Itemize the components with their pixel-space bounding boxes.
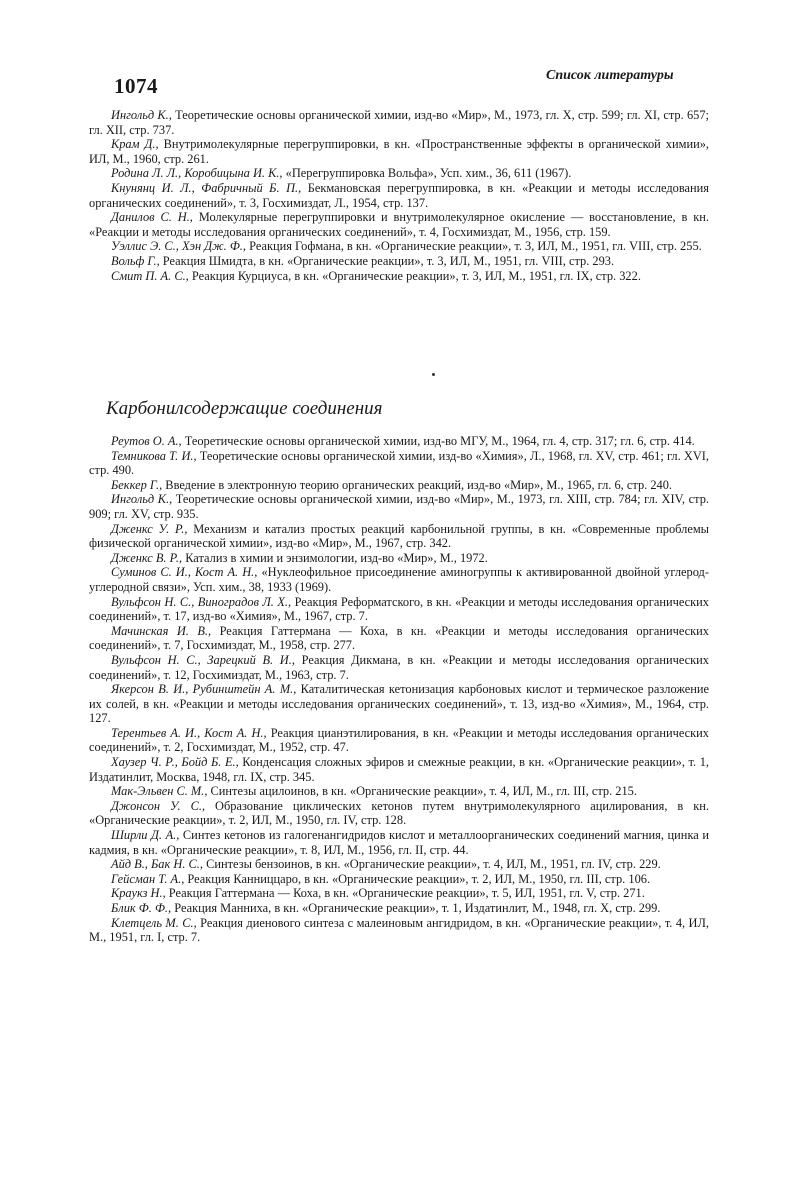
reference-text: Синтез кетонов из галогенангидридов кислот и металлоорганических соединений магния, цинка и кадмия, в кн. «Органические реакции», т. 8, ИЛ, М., 1956, гл. II, стр. 44. bbox=[89, 828, 709, 857]
running-head: Список литературы bbox=[546, 68, 674, 83]
reference-author: Реутов О. А., bbox=[111, 434, 182, 448]
reference-text: Теоретические основы органической химии, изд-во «Мир», М., 1973, гл. XIII, стр. 784; гл. XIV, стр. 909; гл. XV, стр. 935. bbox=[89, 492, 709, 521]
reference-entry bbox=[89, 886, 709, 901]
reference-text: Образование циклических кетонов путем внутримолекулярного ацилирования, в кн. «Органические реакции», т. 2, ИЛ, М., 1950, гл. IV, стр. 128. bbox=[89, 798, 709, 828]
reference-author: Айд В., Бак Н. С., bbox=[111, 857, 203, 872]
reference-entry bbox=[89, 755, 709, 784]
reference-text: Реакция диенового синтеза с малеиновым ангидридом, в кн. «Органические реакции», т. 4, ИЛ, М., 1951, гл. I, стр. 7. bbox=[89, 915, 709, 945]
reference-text: Реакция Шмидта, в кн. «Органические реакции», т. 3, ИЛ, М., 1951, гл. VIII, стр. 293. bbox=[159, 253, 615, 268]
reference-author: Ширли Д. А., bbox=[111, 828, 180, 843]
reference-text: Реакция Манниха, в кн. «Органические реакции», т. 1, Издатинлит, М., 1948, гл. X, стр. 299. bbox=[171, 901, 661, 915]
reference-entry bbox=[89, 828, 709, 857]
reference-author: Якерсон В. И., Рубинштейн А. М., bbox=[111, 682, 297, 697]
reference-text: Синтезы бензоинов, в кн. «Органические реакции», т. 4, ИЛ, М., 1951, гл. IV, стр. 229. bbox=[203, 857, 661, 872]
reference-text: Синтезы ацилоинов, в кн. «Органические реакции», т. 4, ИЛ, М., гл. III, стр. 215. bbox=[207, 784, 637, 799]
reference-author: Дженкс У. Р., bbox=[111, 521, 188, 536]
reference-author: Вульфсон Н. С., Виноградов Л. Х., bbox=[111, 594, 292, 609]
reference-entry bbox=[89, 181, 709, 210]
page-number: 1074 bbox=[114, 74, 158, 98]
reference-text: Катализ в химии и энзимологии, изд-во «Мир», М., 1972. bbox=[182, 550, 488, 565]
reference-entry bbox=[89, 108, 709, 137]
reference-text: «Перегруппировка Вольфа», Усп. хим., 36, 611 (1967). bbox=[282, 166, 572, 181]
reference-list-top bbox=[89, 108, 709, 283]
reference-author: Мак-Эльвен С. М., bbox=[111, 784, 208, 799]
reference-text: Реакция Гаттермана — Коха, в кн. «Органические реакции», т. 5, ИЛ, 1951, гл. V, стр. 271. bbox=[165, 886, 645, 901]
reference-author: Уэллис Э. С., Хэн Дж. Ф., bbox=[111, 239, 246, 254]
reference-author: Вольф Г., bbox=[111, 253, 160, 268]
reference-entry bbox=[89, 916, 709, 945]
reference-entry bbox=[89, 624, 709, 653]
reference-entry bbox=[89, 872, 709, 887]
reference-entry bbox=[89, 137, 709, 166]
reference-author: Смит П. А. С., bbox=[111, 268, 189, 283]
reference-text: Каталитическая кетонизация карбоновых кислот и термическое разложение их солей, в кн. «Реакции и методы исследования органических соединений», т. 13, изд-во «Химия», М., 1964, стр. 127. bbox=[89, 682, 709, 726]
reference-entry bbox=[89, 434, 709, 449]
reference-author: Беккер Г., bbox=[111, 477, 163, 492]
reference-text: Внутримолекулярные перегруппировки, в кн. «Пространственные эффекты в органической химии», ИЛ, М., 1960, стр. 261. bbox=[89, 137, 710, 166]
stray-dot bbox=[432, 373, 435, 376]
reference-text: Реакция Реформатского, в кн. «Реакции и методы исследования органических соединений», т. 17, изд-во «Химия», М., 1967, стр. 7. bbox=[89, 594, 709, 624]
reference-author: Краукз Н., bbox=[111, 886, 166, 901]
reference-entry bbox=[89, 653, 709, 682]
reference-entry bbox=[89, 682, 709, 726]
reference-author: Крам Д., bbox=[111, 137, 159, 152]
reference-entry bbox=[89, 239, 709, 254]
reference-author: Дженкс В. Р., bbox=[111, 550, 183, 565]
reference-author: Клетцель М. С., bbox=[111, 915, 197, 930]
reference-entry bbox=[89, 166, 709, 181]
reference-author: Ингольд К., bbox=[111, 108, 172, 122]
reference-entry bbox=[89, 492, 709, 521]
reference-entry bbox=[89, 595, 709, 624]
reference-text: Теоретические основы органической химии, изд-во МГУ, М., 1964, гл. 4, стр. 317; гл. 6, стр. 414. bbox=[181, 434, 695, 448]
reference-author: Суминов С. И., Кост А. Н., bbox=[111, 565, 258, 580]
reference-text: Теоретические основы органической химии, изд-во «Химия», Л., 1968, гл. XV, стр. 461; гл. XVI, стр. 490. bbox=[89, 448, 709, 478]
reference-entry bbox=[89, 254, 709, 269]
reference-text: Механизм и катализ простых реакций карбонильной группы, в кн. «Современные проблемы физической органической химии», изд-во «Мир», М., 1967, стр. 342. bbox=[89, 521, 709, 551]
reference-entry bbox=[89, 726, 709, 755]
reference-author: Мачинская И. В., bbox=[111, 623, 212, 638]
reference-author: Данилов С. Н., bbox=[111, 210, 193, 225]
reference-entry bbox=[89, 784, 709, 799]
reference-text: Бекмановская перегруппировка, в кн. «Реакции и методы исследования органических соединений», т. 3, Госхимиздат, Л., 1954, стр. 137. bbox=[89, 180, 709, 210]
reference-author: Родина Л. Л., Коробицына И. К., bbox=[111, 166, 283, 181]
reference-author: Вульфсон Н. С., Зарецкий В. И., bbox=[111, 652, 295, 667]
reference-author: Темникова Т. И., bbox=[111, 448, 197, 463]
reference-entry bbox=[89, 269, 709, 284]
reference-text: Конденсация сложных эфиров и смежные реакции, в кн. «Органические реакции», т. 1, Издатинлит, Москва, 1948, гл. IX, стр. 345. bbox=[89, 755, 709, 784]
reference-entry bbox=[89, 857, 709, 872]
reference-text: Реакция Курциуса, в кн. «Органические реакции», т. 3, ИЛ, М., 1951, гл. IX, стр. 322. bbox=[188, 268, 641, 283]
reference-text: Молекулярные перегруппировки и внутримолекулярное окисление — восстановление, в кн. «Реакции и методы исследования органических соединений», т. 4, Госхимиздат, М., 1956, стр. 159. bbox=[89, 210, 709, 239]
reference-text: Реакция Дикмана, в кн. «Реакции и методы исследования органических соединений», т. 12, Госхимиздат, М., 1963, стр. 7. bbox=[89, 652, 709, 682]
reference-author: Гейсман Т. А., bbox=[111, 871, 185, 886]
reference-entry bbox=[89, 522, 709, 551]
reference-entry bbox=[89, 478, 709, 493]
reference-author: Блик Ф. Ф., bbox=[111, 901, 172, 915]
reference-entry bbox=[89, 901, 709, 916]
reference-text: Реакция цианэтилирования, в кн. «Реакции и методы исследования органических соединений», т. 2, Госхимиздат, М., 1952, стр. 47. bbox=[89, 725, 709, 755]
reference-entry bbox=[89, 565, 709, 594]
reference-author: Джонсон У. С., bbox=[111, 798, 206, 813]
reference-entry bbox=[89, 210, 709, 239]
reference-author: Терентьев А. И., Кост А. Н., bbox=[111, 725, 267, 740]
reference-text: Реакция Гофмана, в кн. «Органические реакции», т. 3, ИЛ, М., 1951, гл. VIII, стр. 255. bbox=[246, 239, 702, 254]
reference-entry bbox=[89, 799, 709, 828]
reference-text: Теоретические основы органической химии, изд-во «Мир», М., 1973, гл. X, стр. 599; гл. XI, стр. 657; гл. XII, стр. 737. bbox=[89, 108, 709, 137]
reference-text: «Нуклеофильное присоединение аминогруппы к активированной двойной углерод-углеродной связи», Усп. хим., 38, 1933 (1969). bbox=[89, 565, 709, 594]
reference-author: Хаузер Ч. Р., Бойд Б. Е., bbox=[111, 755, 239, 770]
reference-text: Введение в электронную теорию органических реакций, изд-во «Мир», М., 1965, гл. 6, стр. 240. bbox=[162, 477, 673, 492]
reference-author: Кнунянц И. Л., Фабричный Б. П., bbox=[111, 180, 302, 195]
reference-entry bbox=[89, 551, 709, 566]
reference-author: Ингольд К., bbox=[111, 492, 173, 507]
section-title: Карбонилсодержащие соединения bbox=[106, 398, 383, 419]
reference-entry bbox=[89, 449, 709, 478]
reference-text: Реакция Гаттермана — Коха, в кн. «Реакции и методы исследования органических соединений», т. 7, Госхимиздат, М., 1958, стр. 277. bbox=[89, 623, 709, 653]
reference-text: Реакция Канниццаро, в кн. «Органические реакции», т. 2, ИЛ, М., 1950, гл. III, стр. 106. bbox=[184, 871, 651, 886]
reference-list-bottom bbox=[89, 434, 709, 945]
